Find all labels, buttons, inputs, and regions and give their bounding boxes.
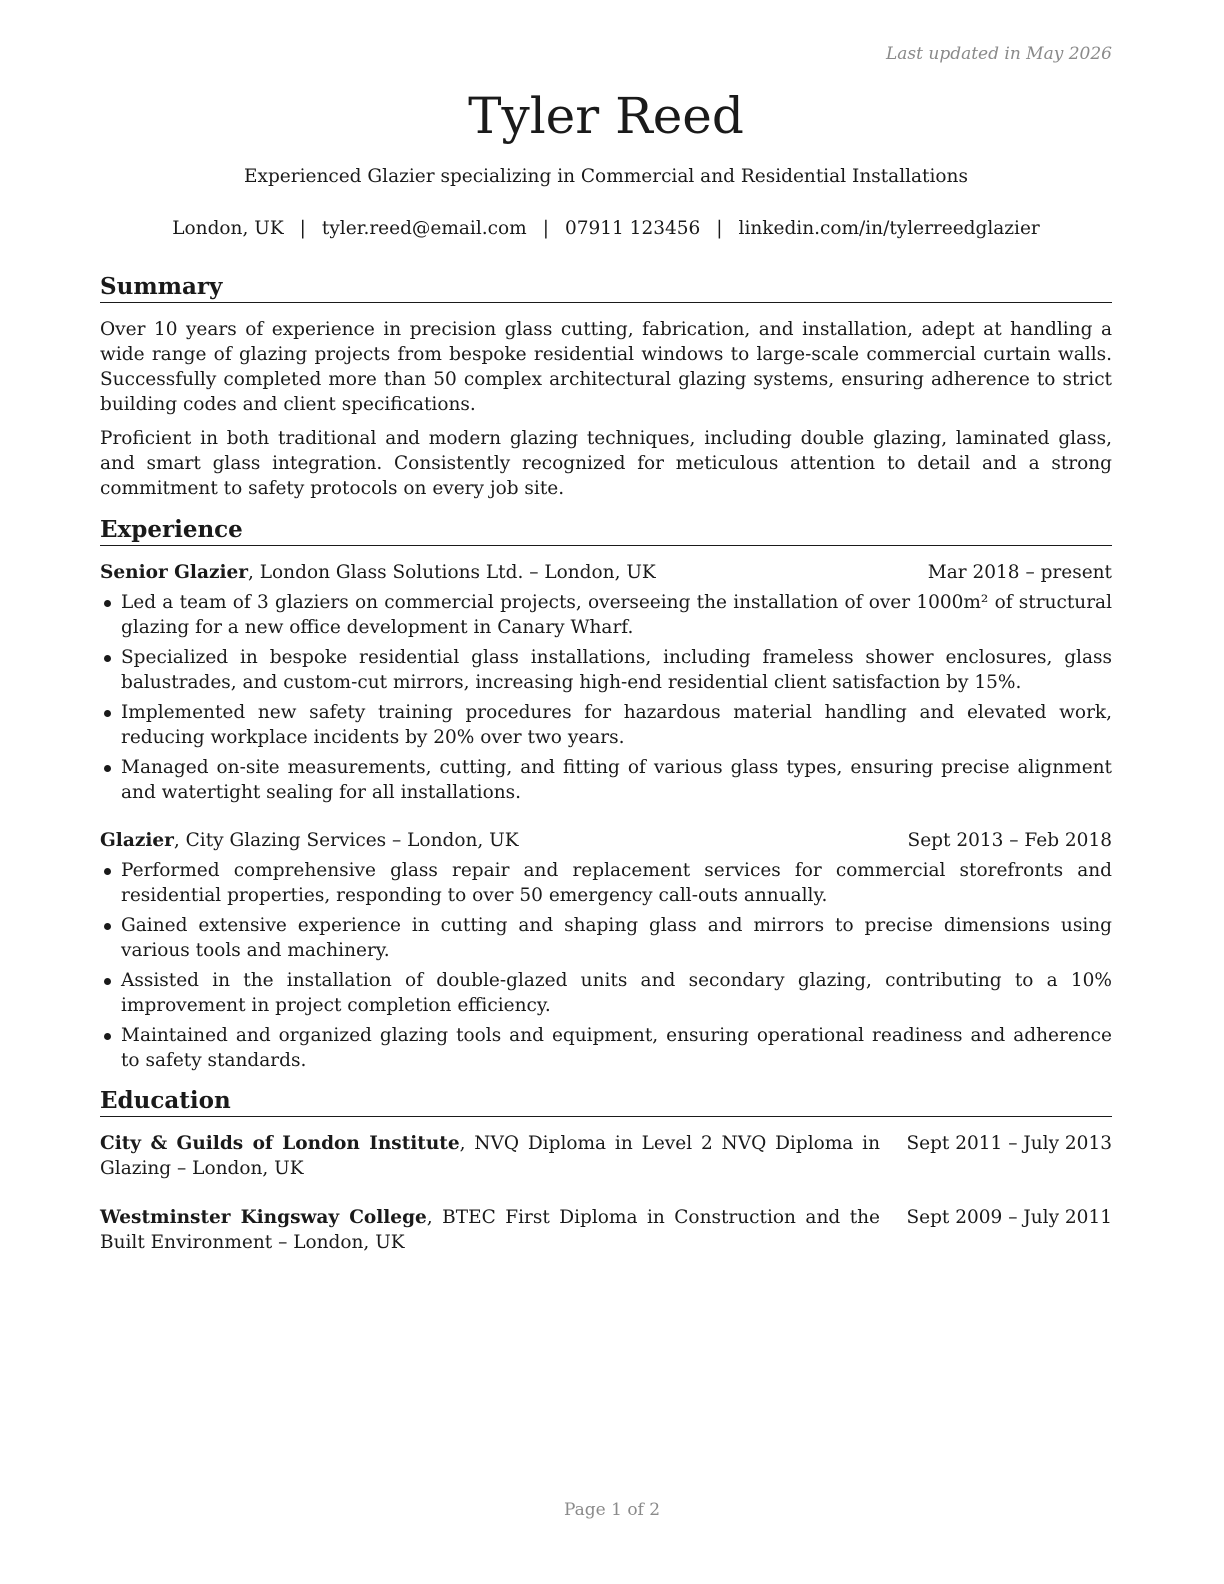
- job-bullet: Assisted in the installation of double-glazed units and secondary glazing, contributing to a 10% improvement in project completion efficiency.: [100, 968, 1112, 1018]
- section-title-summary: Summary: [100, 272, 1112, 303]
- summary-paragraph: Over 10 years of experience in precision glass cutting, fabrication, and installation, adept at handling a wide range of glazing projects from bespoke residential windows to large-scale commercial curtain walls. Successfully completed more than 50 complex architectural glazing systems, ensuring adherence to strict building codes and client specifications.: [100, 319, 1112, 415]
- job-header: [100, 828, 1112, 853]
- contact-phone: 07911 123456: [564, 218, 701, 239]
- bullet-dot-icon: [104, 600, 111, 607]
- bullet-dot-icon: [104, 868, 111, 875]
- education-entry: [100, 1131, 1112, 1181]
- job-entry: [100, 828, 1112, 1073]
- job-bullet: Managed on-site measurements, cutting, and fitting of various glass types, ensuring precise alignment and watertight sealing for all installations.: [100, 755, 1112, 805]
- education-details: , NVQ Diploma in Level 2 NVQ Diploma in Glazing – London, UK: [100, 1133, 880, 1179]
- section-title-experience: Experience: [100, 515, 1112, 546]
- job-entry: [100, 560, 1112, 805]
- contact-linkedin-link[interactable]: linkedin.com/in/tylerreedglazier: [738, 218, 1040, 239]
- job-bullet: Gained extensive experience in cutting and shaping glass and mirrors to precise dimensions using various tools and machinery.: [100, 913, 1112, 963]
- job-bullet: Performed comprehensive glass repair and replacement services for commercial storefronts and residential properties, responding to over 50 emergency call-outs annually.: [100, 858, 1112, 908]
- section-title-education: Education: [100, 1086, 1112, 1117]
- contact-email-link[interactable]: tyler.reed@email.com: [321, 218, 527, 239]
- job-role: Glazier: [100, 830, 174, 851]
- job-header: [100, 560, 1112, 585]
- job-bullet: Implemented new safety training procedures for hazardous material handling and elevated work, reducing workplace incidents by 20% over two years.: [100, 700, 1112, 750]
- education-dates: Sept 2009 – July 2011: [906, 1207, 1112, 1228]
- contact-line: [100, 218, 1112, 239]
- job-bullet: Maintained and organized glazing tools and equipment, ensuring operational readiness and adherence to safety standards.: [100, 1023, 1112, 1073]
- education-details: , BTEC First Diploma in Construction and the Built Environment – London, UK: [100, 1207, 880, 1253]
- experience-section: [100, 515, 1112, 1073]
- job-organization: , City Glazing Services – London, UK: [173, 830, 519, 851]
- bullet-dot-icon: [104, 655, 111, 662]
- education-section: [100, 1086, 1112, 1255]
- job-organization: , London Glass Solutions Ltd. – London, UK: [248, 562, 656, 583]
- job-bullet: Specialized in bespoke residential glass installations, including frameless shower enclosures, glass balustrades, and custom-cut mirrors, increasing high-end residential client satisfaction by 15%.: [100, 645, 1112, 695]
- contact-separator: |: [299, 218, 306, 239]
- contact-location: London, UK: [172, 218, 284, 239]
- page-indicator: Page 1 of 2: [563, 1500, 661, 1520]
- summary-paragraph: Proficient in both traditional and modern glazing techniques, including double glazing, laminated glass, and smart glass integration. Consistently recognized for meticulous attention to detail and a strong commitment to safety protocols on every job site.: [100, 428, 1112, 499]
- summary-section: [100, 272, 1112, 501]
- education-dates: Sept 2011 – July 2013: [906, 1133, 1112, 1154]
- contact-separator: |: [716, 218, 723, 239]
- job-dates: Sept 2013 – Feb 2018: [907, 830, 1112, 851]
- education-entry: [100, 1205, 1112, 1255]
- job-role: Senior Glazier: [100, 562, 248, 583]
- job-bullets: [100, 858, 1112, 1073]
- candidate-tagline: Experienced Glazier specializing in Commercial and Residential Installations: [244, 166, 968, 187]
- job-dates: Mar 2018 – present: [927, 562, 1112, 583]
- bullet-dot-icon: [104, 710, 111, 717]
- candidate-name: Tyler Reed: [468, 87, 744, 145]
- job-bullet: Led a team of 3 glaziers on commercial projects, overseeing the installation of over 1000m² of structural glazing for a new office development in Canary Wharf.: [100, 590, 1112, 640]
- job-bullets: [100, 590, 1112, 805]
- education-institution: Westminster Kingsway College: [100, 1207, 427, 1228]
- bullet-dot-icon: [104, 765, 111, 772]
- bullet-dot-icon: [104, 923, 111, 930]
- last-updated-note: Last updated in May 2026: [885, 44, 1112, 64]
- education-institution: City & Guilds of London Institute: [100, 1133, 460, 1154]
- contact-separator: |: [542, 218, 549, 239]
- bullet-dot-icon: [104, 1033, 111, 1040]
- bullet-dot-icon: [104, 978, 111, 985]
